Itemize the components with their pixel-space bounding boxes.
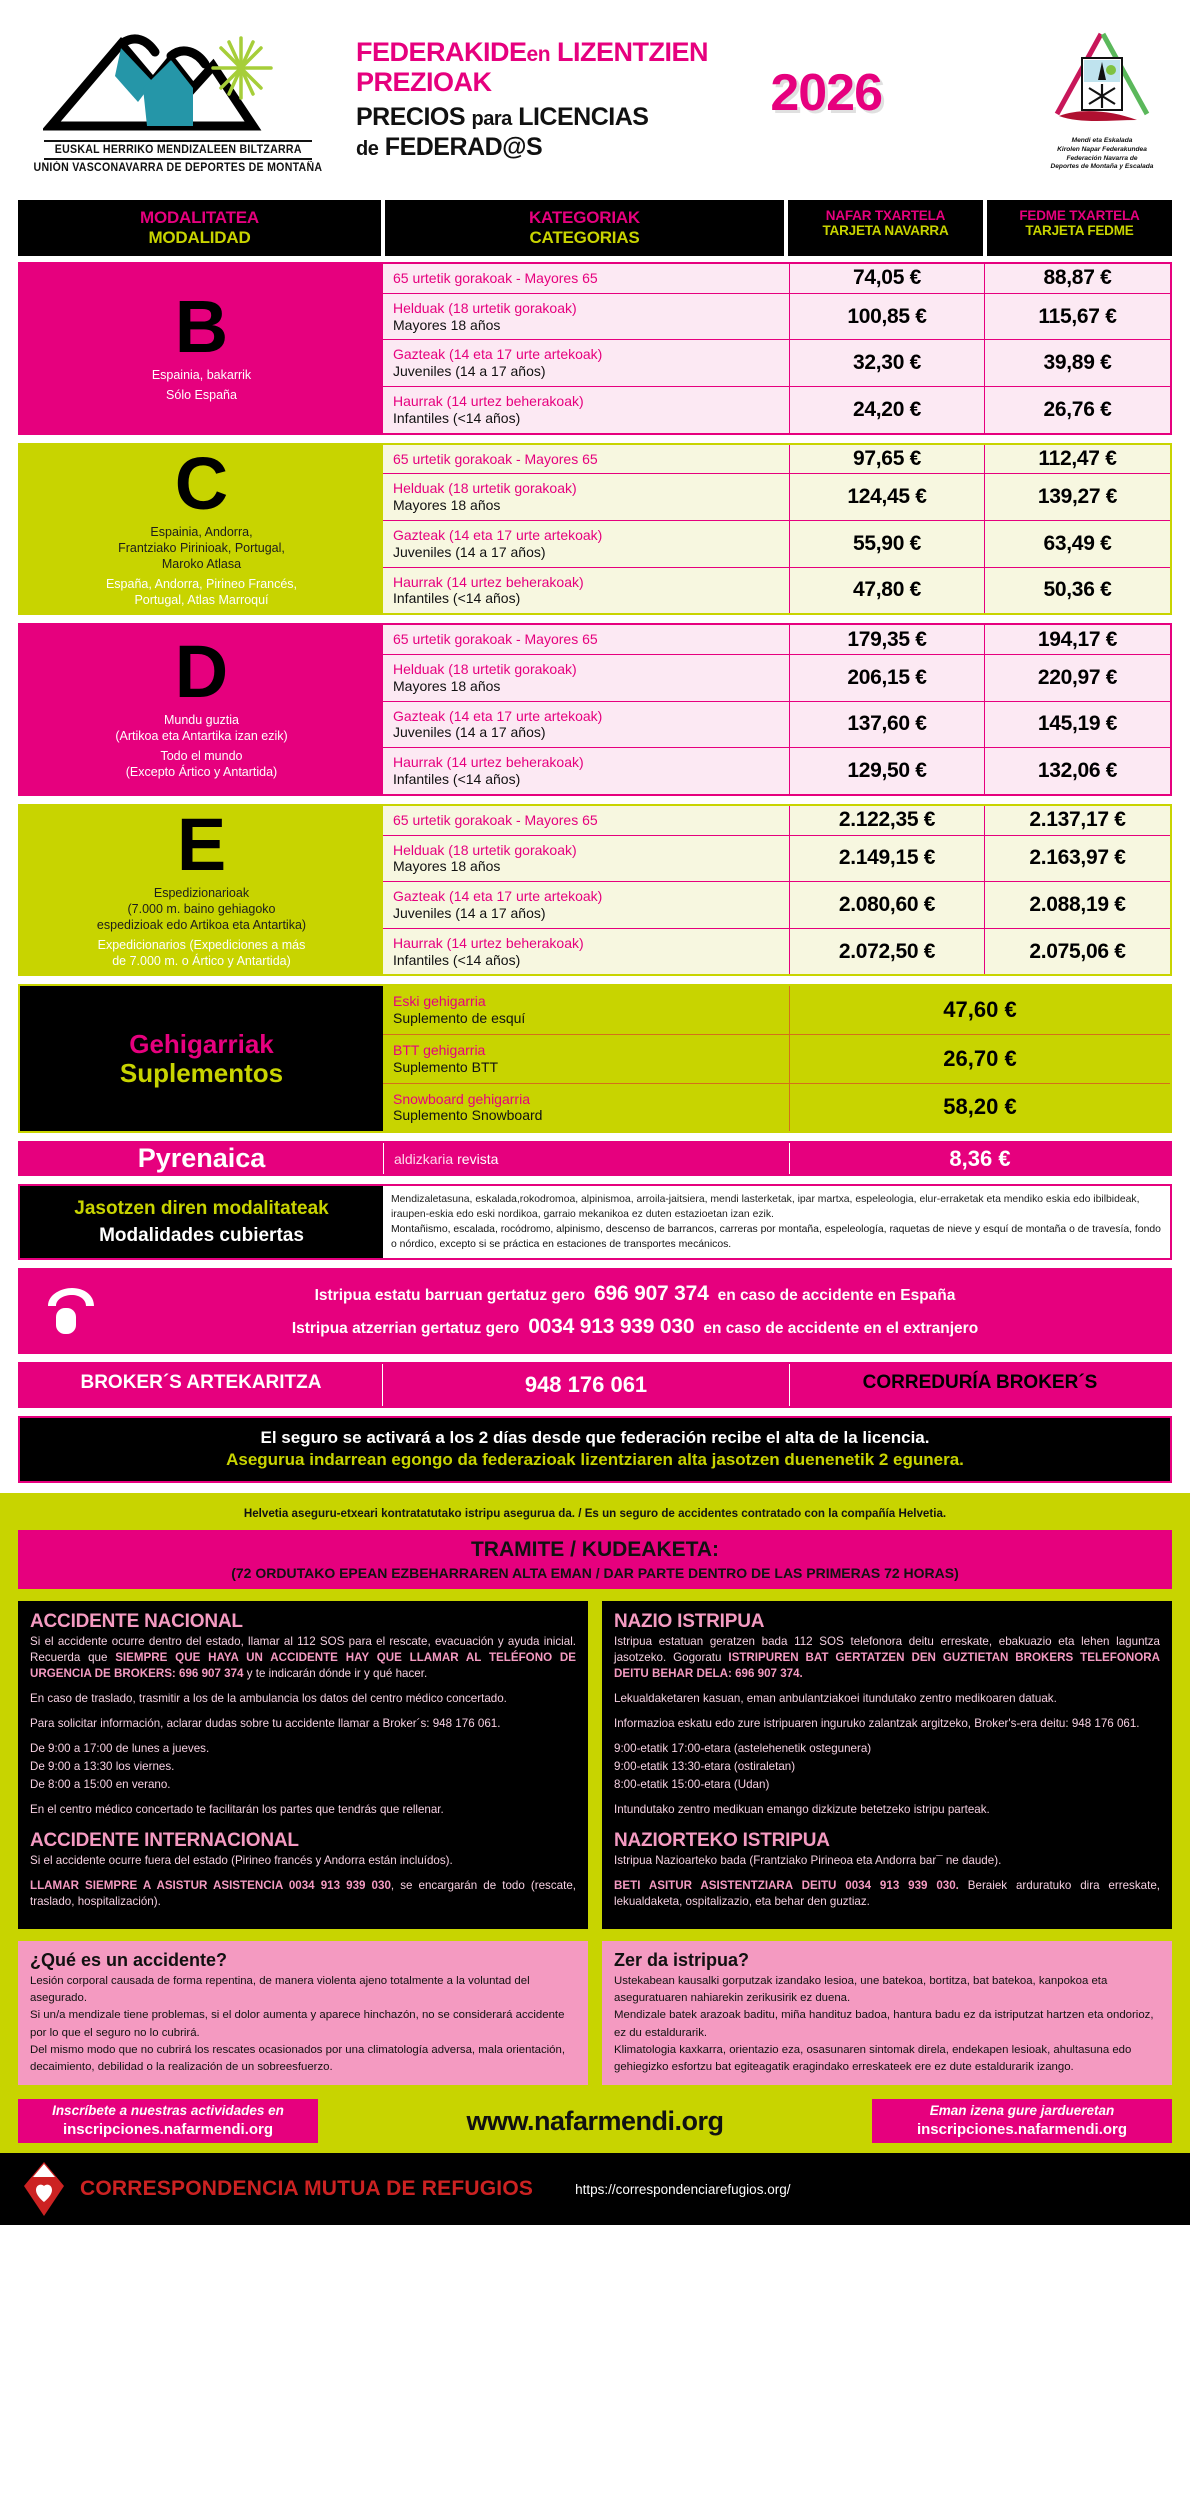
definition-text-eu: Ustekabean kausalki gorputzak izandako lesioa, une batekoa, bortitza, bat batekoa, kanpokoa eta aseguratuaren nahiarekin zerikusirik ez duena. Mendizale batek arazoak baditu, miña handituz badoa, hantura badu ez da istriputzat hartzen eta ondorioz, ez du estaldurarik. Klimatologia kaxkarra, orientazio eza, osasunaren sintomak direla, endekapen lesioak, ahultasuna edo gehiegizko esfortzu bat egiteagatik eragindako erreskateek ere ez dute estaldurarik izango. [614, 1975, 1154, 2073]
price-fedme: 145,19 € [1037, 712, 1118, 736]
supplement-label [383, 1035, 790, 1083]
signup-link-es[interactable] [18, 2099, 318, 2143]
category-cell [383, 387, 790, 433]
poster-header [0, 0, 1190, 200]
table-row [383, 625, 1170, 655]
modality-description [144, 367, 259, 403]
phone-line-spain-eu: Istripua estatu barruan gertatuz gero [314, 1287, 586, 1305]
price-fedme: 2.137,17 € [1029, 808, 1126, 832]
tramite-title: TRAMITE / KUDEAKETA: [470, 1538, 720, 1562]
supplements-label [20, 986, 383, 1131]
refugios-logo-icon [18, 2160, 70, 2218]
table-row [383, 568, 1170, 614]
price-fedme: 139,27 € [1037, 485, 1118, 509]
header-navarra-card [788, 200, 983, 256]
signup-link-es-url[interactable]: inscripciones.nafarmendi.org [62, 2120, 274, 2138]
modality-cell-d [20, 625, 383, 794]
accidente-internacional-p6: Si el accidente ocurre fuera del estado (Pirineo francés y Andorra están incluídos). [30, 1854, 453, 1868]
table-row [383, 474, 1170, 521]
supplement-label-es: Suplemento BTT [393, 1058, 499, 1075]
category-label-eu: Gazteak (14 eta 17 urte artekoak) [393, 888, 603, 905]
table-row [383, 702, 1170, 749]
table-row [383, 929, 1170, 975]
modality-block-c [18, 443, 1172, 616]
covered-label-eu: Jasotzen diren modalitateak [74, 1197, 329, 1219]
supplement-row [383, 1035, 1170, 1084]
nazio-istripua-p2: Lekualdaketaren kasuan, eman anbulantziakoei itundutako zentro medikoaren datuak. [614, 1692, 1057, 1706]
nazio-istripua-p3: Informazioa eskatu edo zure istripuaren inguruko zalantzak argitzeko, Broker's-era deitu: 948 176 061. [614, 1717, 1140, 1731]
category-label-eu: 65 urtetik gorakoak - Mayores 65 [393, 631, 598, 648]
hours-eu-3: 8:00-etatik 15:00-etara (Udan) [614, 1778, 770, 1792]
modality-blocks [18, 262, 1172, 976]
emergency-phone-band [18, 1268, 1172, 1353]
title-es-line2 [356, 135, 1032, 161]
footer-bar [0, 2153, 1190, 2225]
category-cell [383, 340, 790, 386]
price-table [0, 200, 1190, 1483]
table-row [383, 340, 1170, 387]
category-label-eu: Gazteak (14 eta 17 urte artekoak) [393, 346, 603, 363]
supplement-price: 58,20 € [943, 1094, 1017, 1120]
title-eu-line1 [356, 36, 1032, 67]
modality-letter: B [174, 285, 229, 369]
accidente-nacional-p1 [30, 1634, 576, 1682]
category-cell [383, 702, 790, 748]
accidente-internacional-heading: ACCIDENTE INTERNACIONAL [30, 1830, 299, 1852]
category-cell [383, 882, 790, 928]
ai-p7-a: LLAMAR SIEMPRE A ASISTUR ASISTENCIA 0034 913 939 030 [30, 1879, 391, 1893]
supplement-label-eu: BTT gehigarria [393, 1041, 486, 1058]
mountain-logo-icon [43, 26, 313, 138]
modality-description [89, 885, 314, 969]
category-cell [383, 748, 790, 794]
price-fedme: 2.163,97 € [1029, 846, 1126, 870]
procedure-column-es [18, 1601, 588, 1929]
category-label-es: Mayores 18 años [393, 858, 501, 875]
ni-p1-a: Istripua estatuan geratzen bada 112 SOS telefonora deitu erreskate, ebakuazio eta lehen laguntza jasotzeko. Gogoratu [614, 1635, 1160, 1665]
category-cell [383, 294, 790, 340]
pyrenaica-name: Pyrenaica [137, 1143, 266, 1174]
accidente-internacional-p7 [30, 1878, 576, 1910]
category-label-es: Mayores 18 años [393, 316, 501, 333]
table-row [383, 836, 1170, 883]
nazio-istripua-heading: NAZIO ISTRIPUA [614, 1611, 765, 1633]
phone-line-abroad-eu: Istripua atzerrian gertatuz gero [291, 1319, 520, 1337]
activation-notice-es: El seguro se activará a los 2 días desde que federación recibe el alta de la licencia. [260, 1427, 930, 1447]
nazio-istripua-p5: Intundutako zentro medikuan emango dizkizute betetzeko istripu parteak. [614, 1803, 990, 1817]
modality-cell-b [20, 264, 383, 433]
price-navarra: 24,20 € [790, 387, 985, 433]
insurance-panel [0, 1493, 1190, 2153]
header-modality-es: MODALIDAD [148, 228, 251, 247]
broker-phone[interactable]: 948 176 061 [383, 1364, 790, 1406]
price-navarra: 206,15 € [790, 655, 985, 701]
price-fedme: 220,97 € [1037, 665, 1118, 689]
price-navarra: 124,45 € [790, 474, 985, 520]
header-category [385, 200, 784, 256]
supplement-price: 26,70 € [943, 1045, 1017, 1071]
nz-p7-b: Beraiek arduratuko dira erreskate, lekualdaketa, ospitalizazio, eta behar den guztiaz. [614, 1879, 1160, 1909]
price-navarra: 179,35 € [790, 625, 985, 654]
broker-label-es: CORREDURÍA BROKER´S [862, 1371, 1098, 1393]
fnde-caption-2: Kirolen Napar Federakundea [1057, 145, 1147, 153]
modality-block-b [18, 262, 1172, 435]
an-p1-b: SIEMPRE QUE HAYA UN ACCIDENTE HAY QUE LLAMAR AL TELÉFONO DE URGENCIA DE BROKERS: 696 907 374 [30, 1651, 576, 1681]
category-cell [383, 836, 790, 882]
category-cell [383, 474, 790, 520]
pyrenaica-desc-eu: aldizkaria [394, 1150, 454, 1167]
price-navarra: 2.080,60 € [790, 882, 985, 928]
hours-es-1: De 9:00 a 17:00 de lunes a jueves. [30, 1742, 210, 1756]
title-eu-lizentzien: LIZENTZIEN [557, 36, 709, 67]
category-cell [383, 521, 790, 567]
modality-letter: E [176, 802, 227, 886]
ni-p1-b: ISTRIPUREN BAT GERTATZEN DEN GUZTIETAN BROKERS TELEFONORA DEITU BEHAR DELA: 696 907 374. [614, 1651, 1160, 1681]
category-label-es: Juveniles (14 a 17 años) [393, 543, 546, 560]
modality-cell-e [20, 802, 383, 975]
emf-logo [18, 26, 338, 174]
footer-url[interactable]: https://correspondenciarefugios.org/ [575, 2181, 791, 2197]
activation-notice [18, 1416, 1172, 1484]
helvetia-note: Helvetia aseguru-etxeari kontratatutako istripu asegurua da. / Es un seguro de accidentes contratado con la compañía Helvetia. [243, 1507, 947, 1521]
modality-description-es: Todo el mundo (Excepto Ártico y Antartida) [125, 749, 278, 780]
title-eu-line2: PREZIOAK [356, 66, 492, 97]
supplements-label-es: Suplementos [119, 1057, 284, 1088]
price-navarra: 129,50 € [790, 748, 985, 794]
category-cell [383, 445, 790, 474]
procedure-columns [18, 1601, 1172, 1929]
fnde-logo [1032, 28, 1172, 172]
table-row [383, 445, 1170, 475]
pyrenaica-section [18, 1141, 1172, 1176]
definition-text-es: Lesión corporal causada de forma repentina, de manera violenta ajeno totalmente a la voluntad del asegurado. Si un/a mendizale tiene problemas, si el dolor aumenta y aparece hinchazón, no se considerará accidente por lo que el seguro no lo cubrirá. Del mismo modo que no cubrirá los rescates ocasionados por una climatología adversa, mala orientación, decaimiento, debilidad o la realización de un sobreesfuerzo. [30, 1975, 566, 2073]
supplement-label-es: Suplemento de esquí [393, 1010, 526, 1027]
accidente-nacional-heading: ACCIDENTE NACIONAL [30, 1611, 243, 1633]
category-label-eu: 65 urtetik gorakoak - Mayores 65 [393, 811, 598, 828]
broker-label-eu: BROKER´S ARTEKARITZA [20, 1364, 383, 1406]
modality-price-rows [383, 806, 1170, 975]
modality-letter: C [174, 441, 229, 525]
table-row [383, 264, 1170, 294]
modality-price-rows [383, 445, 1170, 614]
naziorteko-p7 [614, 1878, 1160, 1910]
table-header-row [18, 200, 1172, 256]
phone-line-spain-es: en caso de accidente en España [717, 1287, 956, 1305]
navarra-federation-logo-icon [1041, 28, 1163, 132]
hours-es-3: De 8:00 a 15:00 en verano. [30, 1778, 171, 1792]
phone-line-abroad-es: en caso de accidente en el extranjero [703, 1319, 979, 1337]
header-fedme-es: TARJETA FEDME [1025, 223, 1134, 238]
modality-block-d [18, 623, 1172, 796]
title-es-licencias: LICENCIAS [518, 102, 649, 131]
category-label-eu: 65 urtetik gorakoak - Mayores 65 [393, 450, 598, 467]
signup-link-eu-url[interactable]: inscripciones.nafarmendi.org [916, 2120, 1128, 2138]
ai-p7-b: , se encargarán de todo (rescate, traslado, hospitalización). [30, 1879, 576, 1909]
category-label-es: Juveniles (14 a 17 años) [393, 724, 546, 741]
table-row [383, 748, 1170, 794]
supplements-rows [383, 986, 1170, 1131]
logo-line-eu: EUSKAL HERRIKO MENDIZALEEN BILTZARRA [54, 144, 302, 156]
price-navarra: 47,80 € [790, 568, 985, 614]
fnde-caption-4: Deportes de Montaña y Escalada [1050, 163, 1154, 171]
covered-modalities-section [18, 1184, 1172, 1260]
tramite-subtitle: (72 ORDUTAKO EPEAN EZBEHARRAREN ALTA EMAN / DAR PARTE DENTRO DE LAS PRIMERAS 72 HORAS) [231, 1565, 959, 1582]
poster-title-block [338, 36, 1032, 162]
header-category-eu: KATEGORIAK [528, 208, 640, 227]
header-navarra-es: TARJETA NAVARRA [822, 223, 949, 238]
category-label-es: Infantiles (<14 años) [393, 951, 521, 968]
category-cell [383, 929, 790, 975]
category-label-es: Mayores 18 años [393, 677, 501, 694]
an-p1-c: y te indicarán dónde ir y qué hacer. [243, 1667, 428, 1681]
title-es-precios: PRECIOS [356, 102, 466, 131]
title-eu-federakide: FEDERAKIDE [356, 36, 527, 67]
table-row [383, 655, 1170, 702]
title-es-para: para [471, 107, 512, 130]
phone-line-spain [100, 1278, 1170, 1311]
signup-link-eu[interactable] [872, 2099, 1172, 2143]
procedure-column-eu [602, 1601, 1172, 1929]
category-label-es: Infantiles (<14 años) [393, 590, 521, 607]
price-fedme: 2.075,06 € [1029, 939, 1126, 963]
phone-line-abroad [100, 1311, 1170, 1344]
nz-p7-a: BETI ASITUR ASISTENTZIARA DEITU 0034 913 939 030. [614, 1879, 959, 1893]
supplements-label-eu: Gehigarriak [129, 1029, 274, 1060]
modality-description-es: España, Andorra, Pirineo Francés, Portugal, Atlas Marroquí [105, 576, 298, 607]
modality-description-eu: Espainia, bakarrik [151, 368, 252, 383]
modality-block-e [18, 804, 1172, 977]
title-es-line1 [356, 102, 1032, 131]
price-navarra: 55,90 € [790, 521, 985, 567]
naziorteko-p6: Istripua Nazioarteko bada (Frantziako Pirineoa eta Andorra bar¯ ne daude). [614, 1854, 1002, 1868]
price-navarra: 2.122,35 € [790, 806, 985, 835]
category-cell [383, 655, 790, 701]
price-navarra: 100,85 € [790, 294, 985, 340]
activation-notice-eu: Asegurua indarrean egongo da federazioak lizentziaren alta jasotzen duenenetik 2 egunera. [226, 1450, 964, 1470]
category-label-es: Mayores 18 años [393, 497, 501, 514]
signup-links [18, 2099, 1172, 2143]
phone-number-spain[interactable]: 696 907 374 [594, 1282, 709, 1306]
supplement-row [383, 986, 1170, 1035]
category-label-es: Juveniles (14 a 17 años) [393, 904, 546, 921]
header-fedme-eu: FEDME TXARTELA [1019, 208, 1140, 223]
table-row [383, 387, 1170, 433]
modality-description [98, 524, 305, 608]
supplements-section [18, 984, 1172, 1133]
price-fedme: 50,36 € [1043, 578, 1112, 602]
covered-label-es: Modalidades cubiertas [99, 1224, 304, 1246]
header-modality-eu: MODALITATEA [140, 208, 259, 227]
category-label-eu: Helduak (18 urtetik gorakoak) [393, 841, 577, 858]
price-fedme: 132,06 € [1037, 758, 1118, 782]
modality-cell-c [20, 441, 383, 614]
modality-letter: D [174, 630, 229, 714]
supplement-label-eu: Eski gehigarria [393, 993, 486, 1010]
category-label-eu: Haurrak (14 urtez beherakoak) [393, 573, 584, 590]
category-label-eu: Helduak (18 urtetik gorakoak) [393, 299, 577, 316]
accidente-nacional-p5: En el centro médico concertado te facilitarán los partes que tendrás que rellenar. [30, 1803, 444, 1817]
definition-boxes [18, 1941, 1172, 2085]
category-label-es: Juveniles (14 a 17 años) [393, 363, 546, 380]
category-label-es: Infantiles (<14 años) [393, 409, 521, 426]
phone-number-abroad[interactable]: 0034 913 939 030 [528, 1314, 695, 1338]
hours-eu-2: 9:00-etatik 13:30-etara (ostiraletan) [614, 1760, 796, 1774]
category-cell [383, 264, 790, 293]
telephone-icon [38, 1286, 100, 1336]
supplement-label [383, 1084, 790, 1132]
signup-link-eu-top: Eman izena gure jardueretan [929, 2102, 1115, 2118]
modality-description-es: Expedicionarios (Expediciones a más de 7.000 m. o Ártico y Antartida) [97, 938, 306, 969]
supplement-row [383, 1084, 1170, 1132]
category-label-eu: Helduak (18 urtetik gorakoak) [393, 660, 577, 677]
covered-label [20, 1186, 383, 1258]
accidente-nacional-p2: En caso de traslado, trasmitir a los de la ambulancia los datos del centro médico concertado. [30, 1692, 507, 1706]
modality-description-eu: Espainia, Andorra, Frantziako Pirinioak, Portugal, Maroko Atlasa [118, 524, 285, 571]
broker-band [18, 1362, 1172, 1408]
table-row [383, 294, 1170, 341]
table-row [383, 882, 1170, 929]
definition-box-es [18, 1941, 588, 2085]
main-website-url[interactable]: www.nafarmendi.org [466, 2105, 724, 2136]
tramite-banner [18, 1530, 1172, 1589]
price-navarra: 74,05 € [790, 264, 985, 293]
logo-divider-mid [44, 158, 312, 160]
logo-divider-top [44, 140, 312, 142]
price-fedme: 39,89 € [1043, 351, 1112, 375]
modality-price-rows [383, 625, 1170, 794]
title-es-federados: FEDERAD@S [384, 133, 543, 162]
category-label-eu: Haurrak (14 urtez beherakoak) [393, 754, 584, 771]
definition-title-eu: Zer da istripua? [614, 1950, 750, 1971]
price-navarra: 2.149,15 € [790, 836, 985, 882]
naziorteko-istripua-heading: NAZIORTEKO ISTRIPUA [614, 1830, 830, 1852]
fnde-caption-3: Federación Navarra de [1066, 154, 1138, 162]
accidente-nacional-p3: Para solicitar información, aclarar dudas sobre tu accidente llamar a Broker´s: 948 176 061. [30, 1717, 501, 1731]
definition-box-eu [602, 1941, 1172, 2085]
category-label-eu: Gazteak (14 eta 17 urte artekoak) [393, 707, 603, 724]
price-navarra: 97,65 € [790, 445, 985, 474]
hours-eu-1: 9:00-etatik 17:00-etara (astelehenetik ostegunera) [614, 1742, 872, 1756]
modality-description-eu: Espedizionarioak (7.000 m. baino gehiagoko espedizioak edo Artikoa eta Antartika) [96, 886, 307, 933]
category-cell [383, 806, 790, 835]
supplement-label-eu: Snowboard gehigarria [393, 1090, 530, 1107]
price-fedme: 112,47 € [1038, 446, 1117, 470]
supplement-label [383, 986, 790, 1034]
price-fedme: 2.088,19 € [1029, 892, 1126, 916]
fnde-caption-1: Mendi eta Eskalada [1071, 137, 1133, 145]
table-row [383, 806, 1170, 836]
modality-description-eu: Mundu guztia (Artikoa eta Antartika izan ezik) [115, 713, 288, 744]
pyrenaica-price: 8,36 € [949, 1145, 1011, 1171]
supplement-label-es: Suplemento Snowboard [393, 1107, 543, 1124]
price-navarra: 32,30 € [790, 340, 985, 386]
pyrenaica-desc [383, 1143, 790, 1174]
price-fedme: 194,17 € [1037, 627, 1118, 651]
modality-description [107, 712, 295, 780]
title-eu-en: en [526, 42, 551, 66]
header-category-es: CATEGORIAS [529, 228, 640, 247]
hours-es-2: De 9:00 a 13:30 los viernes. [30, 1760, 175, 1774]
emergency-phone-lines [100, 1278, 1170, 1343]
price-fedme: 115,67 € [1038, 304, 1117, 328]
logo-line-es: UNIÓN VASCONAVARRA DE DEPORTES DE MONTAÑA [33, 162, 323, 174]
category-label-eu: Gazteak (14 eta 17 urte artekoak) [393, 526, 603, 543]
category-cell [383, 568, 790, 614]
footer-title: CORRESPONDENCIA MUTUA DE REFUGIOS [80, 2177, 534, 2201]
an-p1-a: Si el accidente ocurre dentro del estado, llamar al 112 SOS para el rescate, evacuación y ayuda inicial. Recuerda que [30, 1635, 576, 1665]
price-navarra: 137,60 € [790, 702, 985, 748]
category-cell [383, 625, 790, 654]
covered-text [383, 1186, 1170, 1258]
year-badge: 2026 [770, 63, 882, 122]
price-fedme: 26,76 € [1043, 397, 1112, 421]
pyrenaica-desc-es: revista [457, 1150, 499, 1167]
supplement-price: 47,60 € [943, 997, 1017, 1023]
covered-text-es: Montañismo, escalada, rocódromo, alpinismo, descenso de barrancos, carreras por montaña, espeleología, raquetas de nieve y esquí de montaña o de travesía, fondo o nórdico, excepto si se práctica en estaciones de transportes mecánicos. [391, 1224, 1161, 1251]
covered-text-eu: Mendizaletasuna, eskalada,rokodromoa, alpinismoa, arroila-jaitsiera, mendi lasterketak, ipar martxa, espeleologia, elur-erraketak eta mendiko eskia edo ibilbideak, iraupen-eskia edo eski nordikoa, garraio mekanikoa ez duten estazioetan izan ezik. [391, 1194, 1140, 1221]
modality-description-es: Sólo España [166, 388, 237, 403]
title-es-de: de [356, 138, 379, 161]
table-row [383, 521, 1170, 568]
price-navarra: 2.072,50 € [790, 929, 985, 975]
modality-price-rows [383, 264, 1170, 433]
price-fedme: 88,87 € [1043, 266, 1112, 290]
header-fedme-card [987, 200, 1172, 256]
category-label-eu: Helduak (18 urtetik gorakoak) [393, 480, 577, 497]
category-label-eu: Haurrak (14 urtez beherakoak) [393, 934, 584, 951]
category-label-eu: Haurrak (14 urtez beherakoak) [393, 392, 584, 409]
category-label-eu: 65 urtetik gorakoak - Mayores 65 [393, 270, 598, 286]
header-navarra-eu: NAFAR TXARTELA [825, 208, 946, 223]
category-label-es: Infantiles (<14 años) [393, 770, 521, 787]
nazio-istripua-p1 [614, 1634, 1160, 1682]
signup-link-es-top: Inscríbete a nuestras actividades en [52, 2102, 284, 2118]
definition-title-es: ¿Qué es un accidente? [30, 1950, 228, 1971]
header-modality [18, 200, 381, 256]
price-fedme: 63,49 € [1043, 531, 1112, 555]
